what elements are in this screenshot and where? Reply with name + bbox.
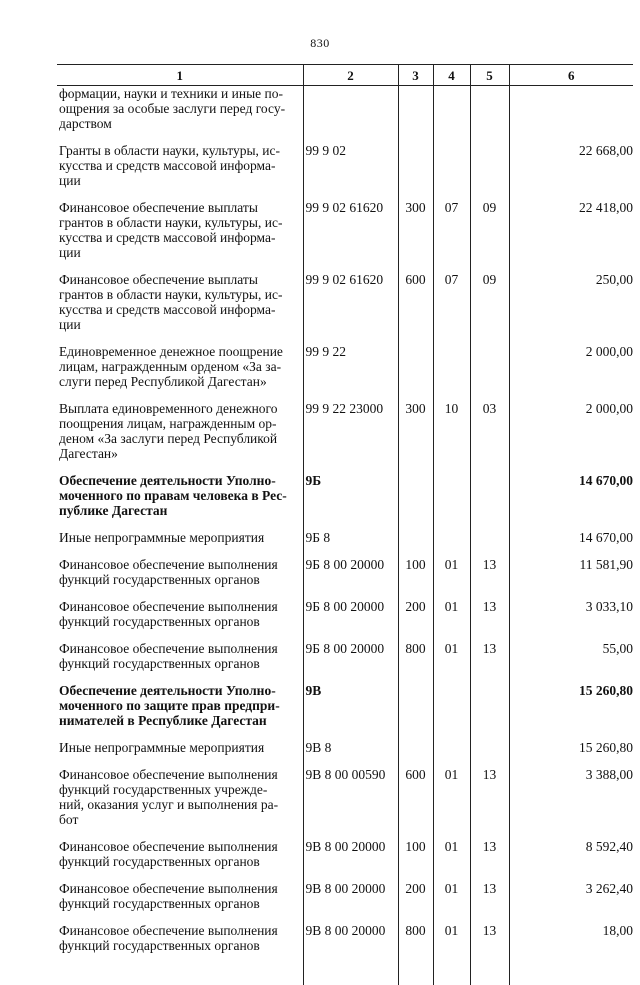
table-body [57, 86, 633, 985]
row-section: 01 [433, 767, 470, 827]
row-expense-type: 600 [398, 767, 433, 827]
row-subsection: 03 [470, 401, 509, 461]
row-subsection: 09 [470, 272, 509, 332]
table-row [57, 143, 633, 188]
row-section [433, 740, 470, 755]
row-expense-type [398, 683, 433, 728]
row-code: 9В 8 00 00590 [303, 767, 398, 827]
row-amount: 11 581,90 [509, 557, 633, 587]
row-subsection [470, 86, 509, 132]
row-name: Финансовое обеспечение выполнения функций государственных органов [57, 557, 303, 587]
row-expense-type [398, 530, 433, 545]
row-expense-type: 100 [398, 557, 433, 587]
row-amount: 15 260,80 [509, 683, 633, 728]
row-code: 9В 8 00 20000 [303, 923, 398, 953]
row-name: Финансовое обеспечение выполнения функций государственных органов [57, 839, 303, 869]
row-code: 9Б 8 00 20000 [303, 557, 398, 587]
row-name: Обеспечение деятельности Уполно- моченного по правам человека в Рес- публике Дагестан [57, 473, 303, 518]
row-amount: 3 033,10 [509, 599, 633, 629]
row-spacer [57, 671, 633, 683]
row-subsection: 13 [470, 767, 509, 827]
row-expense-type: 100 [398, 839, 433, 869]
row-section: 01 [433, 641, 470, 671]
row-spacer [57, 587, 633, 599]
row-amount: 18,00 [509, 923, 633, 953]
row-name: Финансовое обеспечение выполнения функций государственных органов [57, 923, 303, 953]
row-section [433, 530, 470, 545]
row-expense-type: 200 [398, 599, 433, 629]
header-col-1: 1 [57, 65, 303, 86]
row-amount: 55,00 [509, 641, 633, 671]
row-amount: 3 262,40 [509, 881, 633, 911]
table-row [57, 200, 633, 260]
row-name: формации, науки и техники и иные по- ощрения за особые заслуги перед госу- дарством [57, 86, 303, 132]
row-expense-type: 300 [398, 200, 433, 260]
row-section: 01 [433, 881, 470, 911]
row-code: 9В 8 [303, 740, 398, 755]
row-subsection: 13 [470, 839, 509, 869]
row-name: Выплата единовременного денежного поощрения лицам, награжденным ор- деном «За заслуги перед Республикой Дагестан» [57, 401, 303, 461]
row-code: 9Б 8 00 20000 [303, 599, 398, 629]
row-spacer [57, 827, 633, 839]
row-name: Обеспечение деятельности Уполно- моченного по защите прав предпри- нимателей в Республике Дагестан [57, 683, 303, 728]
row-name: Иные непрограммные мероприятия [57, 740, 303, 755]
row-spacer [57, 869, 633, 881]
row-expense-type: 600 [398, 272, 433, 332]
row-name: Финансовое обеспечение выполнения функций государственных учрежде- ний, оказания услуг и выполнения ра- бот [57, 767, 303, 827]
header-col-5: 5 [470, 65, 509, 86]
row-spacer [57, 332, 633, 344]
row-amount: 2 000,00 [509, 344, 633, 389]
row-spacer [57, 188, 633, 200]
row-spacer [57, 518, 633, 530]
table-row [57, 344, 633, 389]
row-expense-type [398, 740, 433, 755]
row-name: Финансовое обеспечение выполнения функций государственных органов [57, 881, 303, 911]
row-name: Гранты в области науки, культуры, ис- кусства и средств массовой информа- ции [57, 143, 303, 188]
table-row [57, 272, 633, 332]
row-amount: 3 388,00 [509, 767, 633, 827]
row-section [433, 86, 470, 132]
row-section: 01 [433, 923, 470, 953]
header-col-3: 3 [398, 65, 433, 86]
row-spacer [57, 461, 633, 473]
row-name: Иные непрограммные мероприятия [57, 530, 303, 545]
table-row [57, 473, 633, 518]
table-row [57, 401, 633, 461]
row-section: 10 [433, 401, 470, 461]
header-row [57, 65, 633, 86]
budget-table-container [57, 64, 633, 985]
table-row [57, 641, 633, 671]
row-section [433, 143, 470, 188]
row-code: 9Б [303, 473, 398, 518]
row-subsection [470, 530, 509, 545]
row-amount: 8 592,40 [509, 839, 633, 869]
row-section [433, 473, 470, 518]
row-amount: 15 260,80 [509, 740, 633, 755]
row-expense-type [398, 143, 433, 188]
row-amount: 2 000,00 [509, 401, 633, 461]
row-code: 99 9 22 [303, 344, 398, 389]
page-number: 830 [0, 36, 640, 51]
row-code: 9В 8 00 20000 [303, 839, 398, 869]
row-name: Финансовое обеспечение выплаты грантов в области науки, культуры, ис- кусства и средств массовой информа- ции [57, 200, 303, 260]
table-row [57, 881, 633, 911]
table-tail [57, 953, 633, 985]
row-expense-type: 300 [398, 401, 433, 461]
table-row [57, 923, 633, 953]
row-subsection [470, 143, 509, 188]
row-code: 9Б 8 [303, 530, 398, 545]
row-subsection [470, 740, 509, 755]
row-name: Финансовое обеспечение выполнения функций государственных органов [57, 599, 303, 629]
row-code: 9В [303, 683, 398, 728]
row-code: 99 9 02 61620 [303, 272, 398, 332]
header-col-2: 2 [303, 65, 398, 86]
row-section: 01 [433, 599, 470, 629]
row-name: Единовременное денежное поощрение лицам, награжденным орденом «За за- слуги перед Республикой Дагестан» [57, 344, 303, 389]
row-expense-type: 800 [398, 641, 433, 671]
row-code: 99 9 22 23000 [303, 401, 398, 461]
row-subsection: 13 [470, 557, 509, 587]
row-expense-type [398, 344, 433, 389]
row-name: Финансовое обеспечение выполнения функций государственных органов [57, 641, 303, 671]
row-expense-type [398, 86, 433, 132]
row-expense-type: 200 [398, 881, 433, 911]
row-spacer [57, 911, 633, 923]
row-section: 01 [433, 557, 470, 587]
row-subsection [470, 344, 509, 389]
row-section [433, 683, 470, 728]
row-spacer [57, 131, 633, 143]
table-row [57, 557, 633, 587]
row-code: 9В 8 00 20000 [303, 881, 398, 911]
row-subsection: 13 [470, 881, 509, 911]
row-amount: 250,00 [509, 272, 633, 332]
table-row [57, 683, 633, 728]
row-section [433, 344, 470, 389]
row-code: 9Б 8 00 20000 [303, 641, 398, 671]
budget-table [57, 64, 633, 985]
row-spacer [57, 389, 633, 401]
row-expense-type: 800 [398, 923, 433, 953]
row-subsection: 09 [470, 200, 509, 260]
header-col-4: 4 [433, 65, 470, 86]
row-amount: 14 670,00 [509, 530, 633, 545]
row-subsection: 13 [470, 599, 509, 629]
row-section: 07 [433, 200, 470, 260]
row-subsection: 13 [470, 923, 509, 953]
table-row [57, 767, 633, 827]
row-section: 01 [433, 839, 470, 869]
row-spacer [57, 755, 633, 767]
row-spacer [57, 260, 633, 272]
row-amount: 14 670,00 [509, 473, 633, 518]
table-row [57, 86, 633, 132]
header-col-6: 6 [509, 65, 633, 86]
row-amount: 22 418,00 [509, 200, 633, 260]
row-code [303, 86, 398, 132]
row-spacer [57, 545, 633, 557]
row-amount: 22 668,00 [509, 143, 633, 188]
table-row [57, 740, 633, 755]
row-name: Финансовое обеспечение выплаты грантов в области науки, культуры, ис- кусства и средств массовой информа- ции [57, 272, 303, 332]
table-row [57, 599, 633, 629]
row-subsection: 13 [470, 641, 509, 671]
row-subsection [470, 683, 509, 728]
row-expense-type [398, 473, 433, 518]
row-amount [509, 86, 633, 132]
row-code: 99 9 02 61620 [303, 200, 398, 260]
row-spacer [57, 728, 633, 740]
row-code: 99 9 02 [303, 143, 398, 188]
table-row [57, 530, 633, 545]
row-spacer [57, 629, 633, 641]
table-row [57, 839, 633, 869]
row-subsection [470, 473, 509, 518]
row-section: 07 [433, 272, 470, 332]
